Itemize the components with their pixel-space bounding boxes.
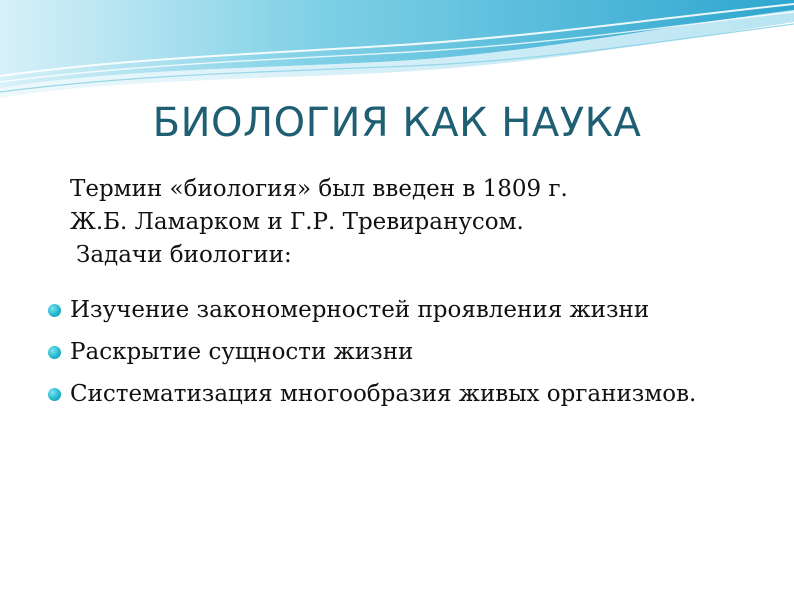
list-item-text: Раскрытие сущности жизни [70, 339, 414, 365]
intro-line: Термин «биология» был введен в 1809 г. [70, 176, 568, 202]
list-item [46, 331, 786, 373]
intro-line: Ж.Б. Ламарком и Г.Р. Тревиранусом. [70, 209, 524, 235]
bullet-dot-icon [48, 346, 61, 359]
bullet-dot-icon [48, 304, 61, 317]
bullet-list [46, 289, 786, 415]
tasks-label: Задачи биологии: [76, 242, 292, 268]
list-item [46, 289, 786, 331]
list-item-text: Систематизация многообразия живых организмов. [70, 381, 697, 407]
slide-title: БИОЛОГИЯ КАК НАУКА [152, 100, 642, 146]
decorative-wave-header [0, 0, 794, 110]
list-item-text: Изучение закономерностей проявления жизни [70, 297, 650, 323]
intro-text [70, 173, 770, 272]
list-item [46, 373, 786, 415]
bullet-dot-icon [48, 388, 61, 401]
